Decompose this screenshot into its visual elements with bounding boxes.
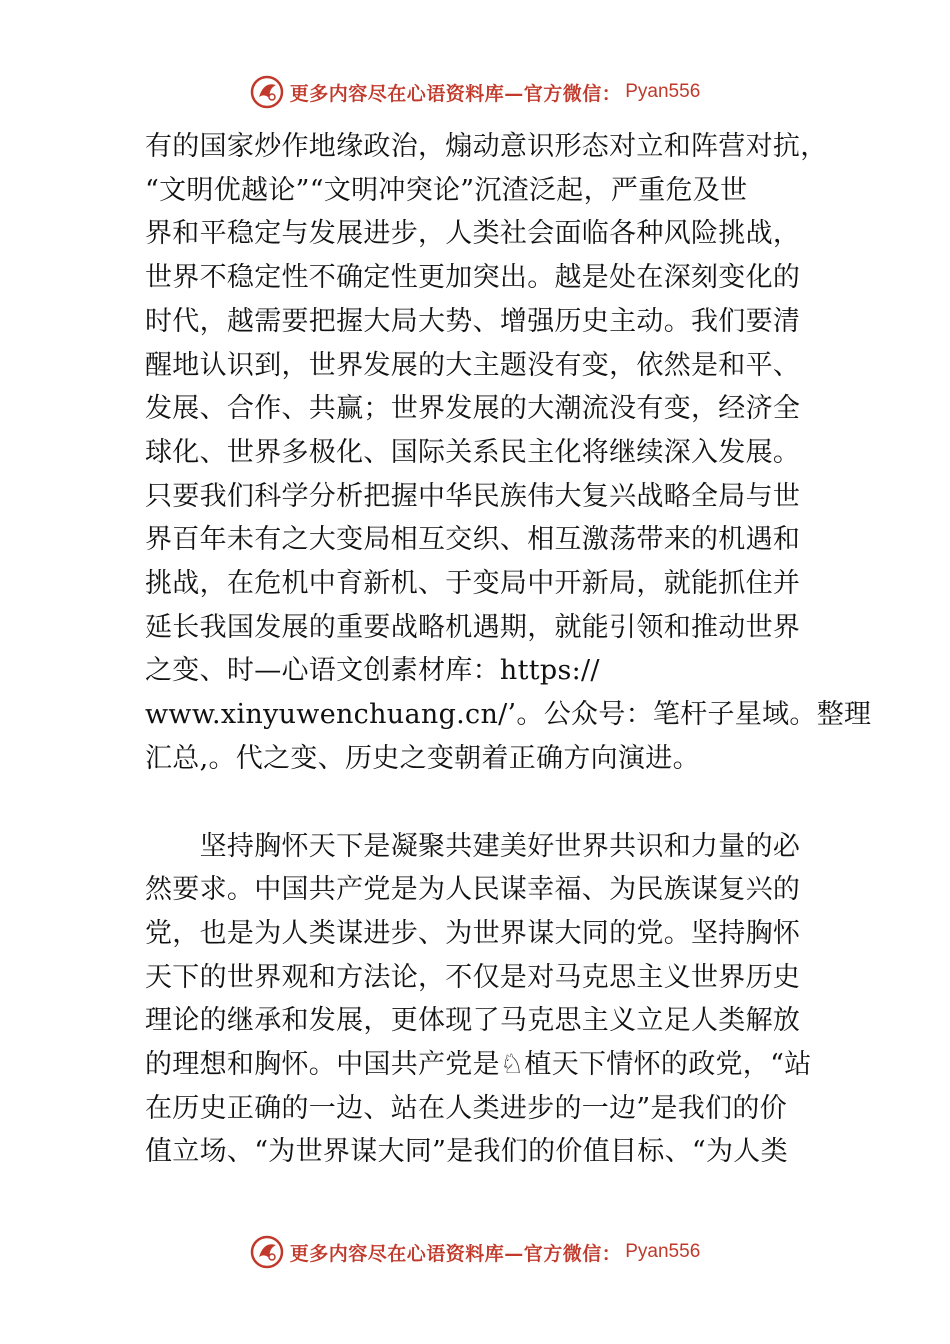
text-line: 界和平稳定与发展进步，人类社会面临各种风险挑战， — [145, 218, 801, 250]
text-line: 坚持胸怀天下是凝聚共建美好世界共识和力量的必 — [145, 830, 801, 862]
text-line: 发展、合作、共赢；世界发展的大潮流没有变，经济全 — [145, 393, 801, 425]
text-line: 天下的世界观和方法论，不仅是对马克思主义世界历史 — [145, 961, 801, 993]
header-banner — [0, 72, 950, 112]
footer-banner — [0, 1232, 950, 1272]
text-line: 汇总,。代之变、历史之变朝着正确方向演进。 — [145, 742, 700, 774]
text-line: 延长我国发展的重要战略机遇期，就能引领和推动世界 — [145, 611, 801, 643]
text-line: 的理想和胸怀。中国共产党是♘植天下情怀的政党，“站 — [145, 1049, 812, 1081]
banner-text: 更多内容尽在心语资料库—官方微信： — [289, 82, 622, 105]
text-line: 在历史正确的一边、站在人类进步的一边”是我们的价 — [145, 1092, 788, 1124]
text-line: 醒地认识到，世界发展的大主题没有变，依然是和平、 — [145, 349, 801, 381]
text-line: www.xinyuwenchuang.cn/’。公众号：笔杆子星域。整理 — [145, 699, 872, 731]
paragraph-1 — [145, 125, 872, 781]
paragraph-2 — [145, 825, 810, 1175]
swirl-logo-icon — [250, 1235, 284, 1269]
document-body — [145, 125, 872, 1174]
text-line: 界百年未有之大变局相互交织、相互激荡带来的机遇和 — [145, 524, 801, 556]
text-line: 挑战，在危机中育新机、于变局中开新局，就能抓住并 — [145, 568, 801, 600]
text-line: “文明优越论”“文明冲突论”沉渣泛起，严重危及世 — [145, 174, 748, 206]
text-line: 球化、世界多极化、国际关系民主化将继续深入发展。 — [145, 436, 801, 468]
text-line: 之变、时—心语文创素材库：https:// — [145, 655, 600, 687]
text-line: 党，也是为人类谋进步、为世界谋大同的党。坚持胸怀 — [145, 917, 801, 949]
text-line: 理论的继承和发展，更体现了马克思主义立足人类解放 — [145, 1005, 801, 1037]
banner-wechat-id: Pyan556 — [625, 81, 701, 102]
text-line: 有的国家炒作地缘政治，煽动意识形态对立和阵营对抗， — [145, 131, 828, 162]
text-line: 时代，越需要把握大局大势、增强历史主动。我们要清 — [145, 305, 801, 337]
text-line: 值立场、“为世界谋大同”是我们的价值目标、“为人类 — [145, 1136, 788, 1168]
text-line: 然要求。中国共产党是为人民谋幸福、为民族谋复兴的 — [145, 874, 801, 906]
paragraph-gap — [145, 781, 810, 825]
text-line: 只要我们科学分析把握中华民族伟大复兴战略全局与世 — [145, 480, 801, 512]
banner-text: 更多内容尽在心语资料库—官方微信： — [289, 1242, 622, 1265]
text-line: 世界不稳定性不确定性更加突出。越是处在深刻变化的 — [145, 262, 801, 294]
banner-wechat-id: Pyan556 — [625, 1241, 701, 1262]
swirl-logo-icon — [250, 75, 284, 109]
